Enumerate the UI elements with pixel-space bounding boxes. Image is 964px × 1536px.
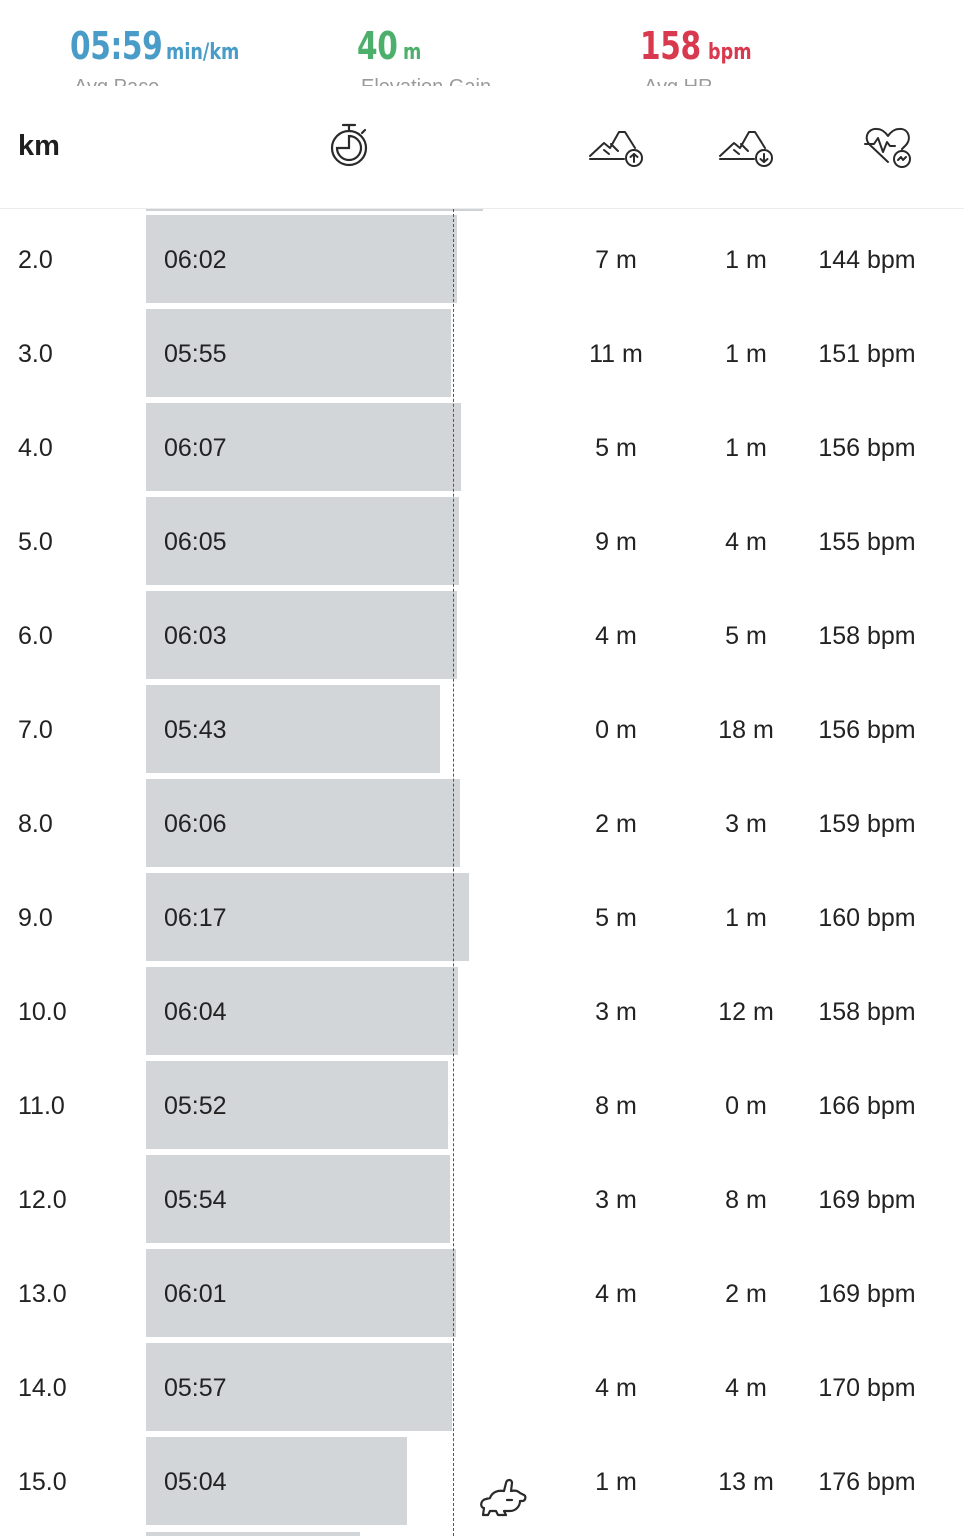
split-ascent: 1 m: [595, 1468, 637, 1496]
split-ascent: 11 m: [589, 340, 643, 368]
km-column-header: km: [18, 130, 60, 162]
split-pace: 05:55: [164, 340, 227, 368]
split-pace: 06:06: [164, 810, 227, 838]
split-km: 2.0: [18, 246, 53, 274]
mountain-descent-icon: [718, 126, 776, 175]
split-row[interactable]: [0, 960, 964, 1054]
split-heart-rate: 144 bpm: [818, 246, 916, 274]
stopwatch-icon: [329, 122, 369, 173]
split-pace: 06:02: [164, 246, 227, 274]
split-row[interactable]: [0, 1054, 964, 1148]
split-ascent: 4 m: [595, 1374, 637, 1402]
split-descent: 4 m: [725, 1374, 767, 1402]
split-km: 6.0: [18, 622, 53, 650]
split-pace: 05:57: [164, 1374, 227, 1402]
avg-hr-stat: [640, 24, 762, 68]
split-ascent: 7 m: [595, 246, 637, 274]
split-ascent: 5 m: [595, 904, 637, 932]
summary-stats: [0, 0, 964, 85]
split-km: 4.0: [18, 434, 53, 462]
avg-pace-value: 05:59: [70, 24, 163, 68]
split-row[interactable]: [0, 678, 964, 772]
split-pace: 06:07: [164, 434, 227, 462]
split-row[interactable]: [0, 490, 964, 584]
split-heart-rate: 151 bpm: [818, 340, 916, 368]
split-pace: 05:54: [164, 1186, 227, 1214]
avg-pace-stat: [70, 24, 258, 68]
split-row[interactable]: [0, 1242, 964, 1336]
split-descent: 12 m: [718, 998, 774, 1026]
split-ascent: 3 m: [595, 998, 637, 1026]
split-row[interactable]: [0, 772, 964, 866]
split-km: 13.0: [18, 1280, 67, 1308]
split-km: 7.0: [18, 716, 53, 744]
split-heart-rate: 169 bpm: [818, 1280, 916, 1308]
split-heart-rate: 155 bpm: [818, 528, 916, 556]
split-ascent: 8 m: [595, 1092, 637, 1120]
split-km: 8.0: [18, 810, 53, 838]
split-row[interactable]: [0, 866, 964, 960]
split-pace: 05:43: [164, 716, 227, 744]
split-pace: 06:03: [164, 622, 227, 650]
split-ascent: 5 m: [595, 434, 637, 462]
split-descent: 18 m: [718, 716, 774, 744]
split-row[interactable]: [0, 1336, 964, 1430]
elevation-gain-value: 40: [357, 24, 398, 68]
split-pace: 06:01: [164, 1280, 227, 1308]
avg-hr-value: 158: [640, 24, 701, 68]
next-split-bar-edge: [146, 1532, 360, 1536]
elevation-gain-unit: m: [402, 40, 422, 65]
split-row[interactable]: [0, 584, 964, 678]
split-heart-rate: 156 bpm: [818, 716, 916, 744]
split-descent: 1 m: [725, 246, 767, 274]
split-heart-rate: 166 bpm: [818, 1092, 916, 1120]
split-pace: 06:04: [164, 998, 227, 1026]
split-pace: 05:04: [164, 1468, 227, 1496]
split-row[interactable]: [0, 1148, 964, 1242]
split-ascent: 2 m: [595, 810, 637, 838]
avg-hr-unit: bpm: [707, 40, 752, 65]
split-heart-rate: 159 bpm: [818, 810, 916, 838]
split-descent: 13 m: [718, 1468, 774, 1496]
split-descent: 3 m: [725, 810, 767, 838]
split-heart-rate: 170 bpm: [818, 1374, 916, 1402]
split-descent: 1 m: [725, 340, 767, 368]
split-km: 14.0: [18, 1374, 67, 1402]
split-descent: 8 m: [725, 1186, 767, 1214]
average-pace-line: [453, 209, 454, 1536]
avg-pace-unit: min/km: [166, 40, 240, 65]
split-descent: 2 m: [725, 1280, 767, 1308]
split-ascent: 3 m: [595, 1186, 637, 1214]
split-row[interactable]: [0, 302, 964, 396]
split-ascent: 4 m: [595, 622, 637, 650]
split-pace: 06:17: [164, 904, 227, 932]
split-descent: 5 m: [725, 622, 767, 650]
split-ascent: 0 m: [595, 716, 637, 744]
split-row[interactable]: [0, 208, 964, 302]
split-heart-rate: 156 bpm: [818, 434, 916, 462]
splits-list: [0, 209, 964, 1536]
split-row[interactable]: [0, 1430, 964, 1524]
heart-rate-icon: [862, 126, 914, 177]
split-pace: 05:52: [164, 1092, 227, 1120]
split-ascent: 9 m: [595, 528, 637, 556]
split-km: 3.0: [18, 340, 53, 368]
split-km: 5.0: [18, 528, 53, 556]
split-descent: 1 m: [725, 434, 767, 462]
elevation-gain-stat: [357, 24, 426, 68]
split-pace: 06:05: [164, 528, 227, 556]
split-km: 10.0: [18, 998, 67, 1026]
split-heart-rate: 169 bpm: [818, 1186, 916, 1214]
split-heart-rate: 158 bpm: [818, 622, 916, 650]
split-descent: 0 m: [725, 1092, 767, 1120]
mountain-ascent-icon: [588, 126, 646, 175]
split-heart-rate: 158 bpm: [818, 998, 916, 1026]
split-ascent: 4 m: [595, 1280, 637, 1308]
split-descent: 1 m: [725, 904, 767, 932]
split-km: 15.0: [18, 1468, 67, 1496]
split-km: 9.0: [18, 904, 53, 932]
split-heart-rate: 176 bpm: [818, 1468, 916, 1496]
rabbit-icon: [478, 1478, 528, 1523]
split-km: 11.0: [18, 1092, 65, 1120]
split-km: 12.0: [18, 1186, 67, 1214]
split-descent: 4 m: [725, 528, 767, 556]
splits-table-header: [0, 86, 964, 209]
split-heart-rate: 160 bpm: [818, 904, 916, 932]
split-row[interactable]: [0, 396, 964, 490]
